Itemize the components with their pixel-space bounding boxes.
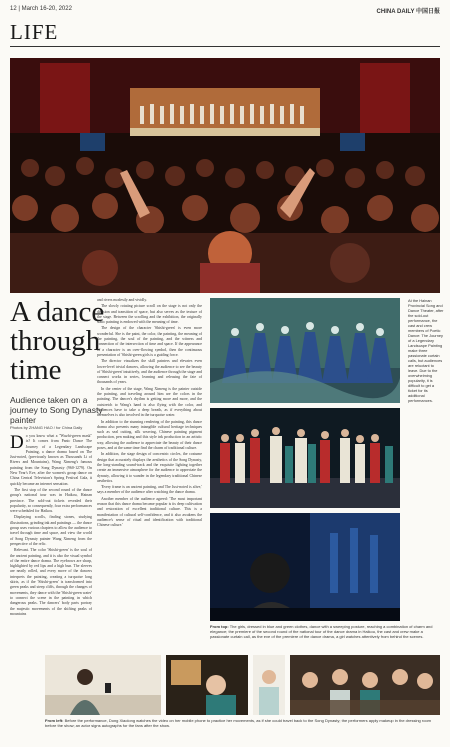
paragraph: In addition to the stunning rendering of the painting, this dance drama also presents many intangible cultural heritage techniques such as seal cutting, silk weaving, Chinese painting pigment production, pen making and this style ink production in an artistic way, allowing the audience to appreciate the beauty of their dance poses, and at the same time find the charm of traditional culture.	[97, 419, 202, 451]
caption-bottom	[45, 718, 440, 736]
paragraph: The slowly rotating picture scroll on the stage is not only the division and transition of space, but also serves as the texture of the stage. Between the scrolling and the exhibition, the originally static painting is endowed with the meaning of time.	[97, 304, 202, 325]
photo-byline: Photos by ZHANG HAO / for China Daily	[10, 425, 83, 430]
paragraph: Another member of the audience agreed: 'The most important reason that this dance drama became popular is its deep cultivation and restoration of excellent traditional culture. This is a manifestation of cultural self-confidence, and it also awakens the audience's sense of ritual and identification with traditional Chinese culture.'	[97, 496, 202, 528]
paragraph: In the center of the stage, Wang Ximeng is the painter outside the painting, and traveling around him are the colors in the painting. The dancer's rhythm is getting more and more, and the outstretch to Wang's hand is also flying with the color, and audiences have to take a deep breath, as if everything about themselves is also involved in the turquoise water.	[97, 386, 202, 418]
photo-backstage-girl	[210, 513, 400, 621]
article-column-2	[97, 298, 202, 652]
paragraph: o you know what a "Wuzhi-green mask" is? It comes from Panic Dance The Journey of a Legendary Landscape Painting, a dance drama based on The Just-noted, (previously known as Thousands Li of Rivers and Mountains), Wang Ximeng's famous painting from the Song Dynasty (960-1279). On New Year's Eve, after the women's group dance on China Central Television's Spring Festival Gala, it quickly became an internet sensation.	[10, 434, 92, 486]
paragraph: The first stop of the second round of the dance group's national tour was in Haikou, Hainan province. The sold-out tickets revealed their popularity, so consequently, four extra performances were scheduled for Haikou.	[10, 487, 92, 514]
hero-photo-audience	[10, 58, 440, 293]
caption-label: From top:	[210, 624, 229, 629]
newspaper-name: CHINA DAILY 中国日报	[376, 9, 440, 15]
caption-text: The girls, dressed in blue and green clothes, dance with a sweeping posture, reaching a combination of charm and elegance; the premiere of the second round of the national tour of the dance drama in Haikou, the cast and crew make a passionate curtain call, as the eve of the premiere of the dance drama, a girl watches attentively from behind the scenes.	[210, 624, 433, 639]
section-rule	[10, 46, 440, 47]
article-deck: Audience taken on a journey to Song Dynasty painter	[10, 395, 103, 425]
photo-makeup-room-2	[253, 655, 285, 715]
photo-dancer-phone	[45, 655, 161, 715]
paragraph: Displaying scrolls, finding stones, studying illustrations, grinding ink and paintings — the dance group uses various chapters to allow the audience to travel through time and space, and view the world of Song Dynasty painter Wang Ximeng from the perspective of the relic.	[10, 515, 92, 546]
photo-autographs	[290, 655, 440, 715]
paragraph: The design of the character 'Shishi-green' is even more wonderful. She is the paint, the color, the painting, the meaning of the painting, the soul of the painting, and the witness and connection of the intersection of time and space. If the appearance of a character is an over-flowing symbol, then the continuous presentation of 'Shishi-green girls is a guiding force.	[97, 326, 202, 357]
page-date: 12 | March 16-20, 2022	[10, 6, 72, 12]
paragraph: Relevant. The color 'Shishi-green' is the soul of the ancient painting, and it is also the visual symbol of the entire dance drama. The eyebrows are sharp, highlighted by red lips and a high bun. The sleeves are neatly rolled, and every move of the dancers interprets the painting, creating a turquoise long skirts, as if the 'Shishi-green' is transformed into green peaks and steep cliffs, through the changes of movements, they dance with the 'Shishi-green water' to connect the scene in the painting in which dangerous peaks. The dancers' body parts portray the majestic movements of the shifting peaks of mountains	[10, 548, 92, 616]
caption-label: From left:	[45, 718, 64, 723]
paragraph: 'Every frame is an ancient painting, and The Just-noted is alive,' says a member of the audience after watching the dance drama.	[97, 485, 202, 495]
page-header	[10, 4, 440, 16]
drop-cap: D	[10, 434, 24, 453]
side-note: At the Hainan Provincial Song and Dance Theater, after the sold-out performance, the cast and crew members of Poetic Dance: The Journey of a Legendary Landscape Painting make three passionate curtain calls, but audiences are reluctant to leave. Due to the overwhelming popularity, it is difficult to get a ticket for its additional performances.	[408, 298, 444, 403]
paragraph: and rivers modestly and vividly.	[97, 298, 147, 302]
paragraph: The director visualizes the skill painters and elevates even lower-level trivial dancers, allowing the audience to see the beauty of 'Shishi-green' intuitively, and the audience through the stage and connect works in series, learning and releasing the fate of thousands of years.	[97, 359, 202, 385]
paragraph: In addition, the stage design of concentric circles, the costume design that accurately displays the aesthetics of the Song Dynasty, the long-standing sound-track and the exquisite lighting together create an immersive atmosphere for the audience to appreciate the dynasty, allowing it to wander in the legendary traditional Chinese aesthetics.	[97, 452, 202, 483]
photo-makeup-room-1	[166, 655, 248, 715]
photo-blue-dancers	[210, 298, 400, 403]
section-title: LIFE	[10, 20, 59, 44]
caption-text: Before the performance, Dong Xiaolong watches the video on her mobile phone to practice her movements, as if she could travel back to the Song Dynasty; the performers apply makeup in the dressing room before the show; an actor signs autographs for the fans after the show.	[45, 718, 431, 728]
article-headline: A dance through time	[10, 296, 105, 386]
photo-curtain-call	[210, 408, 400, 508]
article-column-1	[10, 434, 92, 652]
caption-top	[210, 624, 440, 646]
